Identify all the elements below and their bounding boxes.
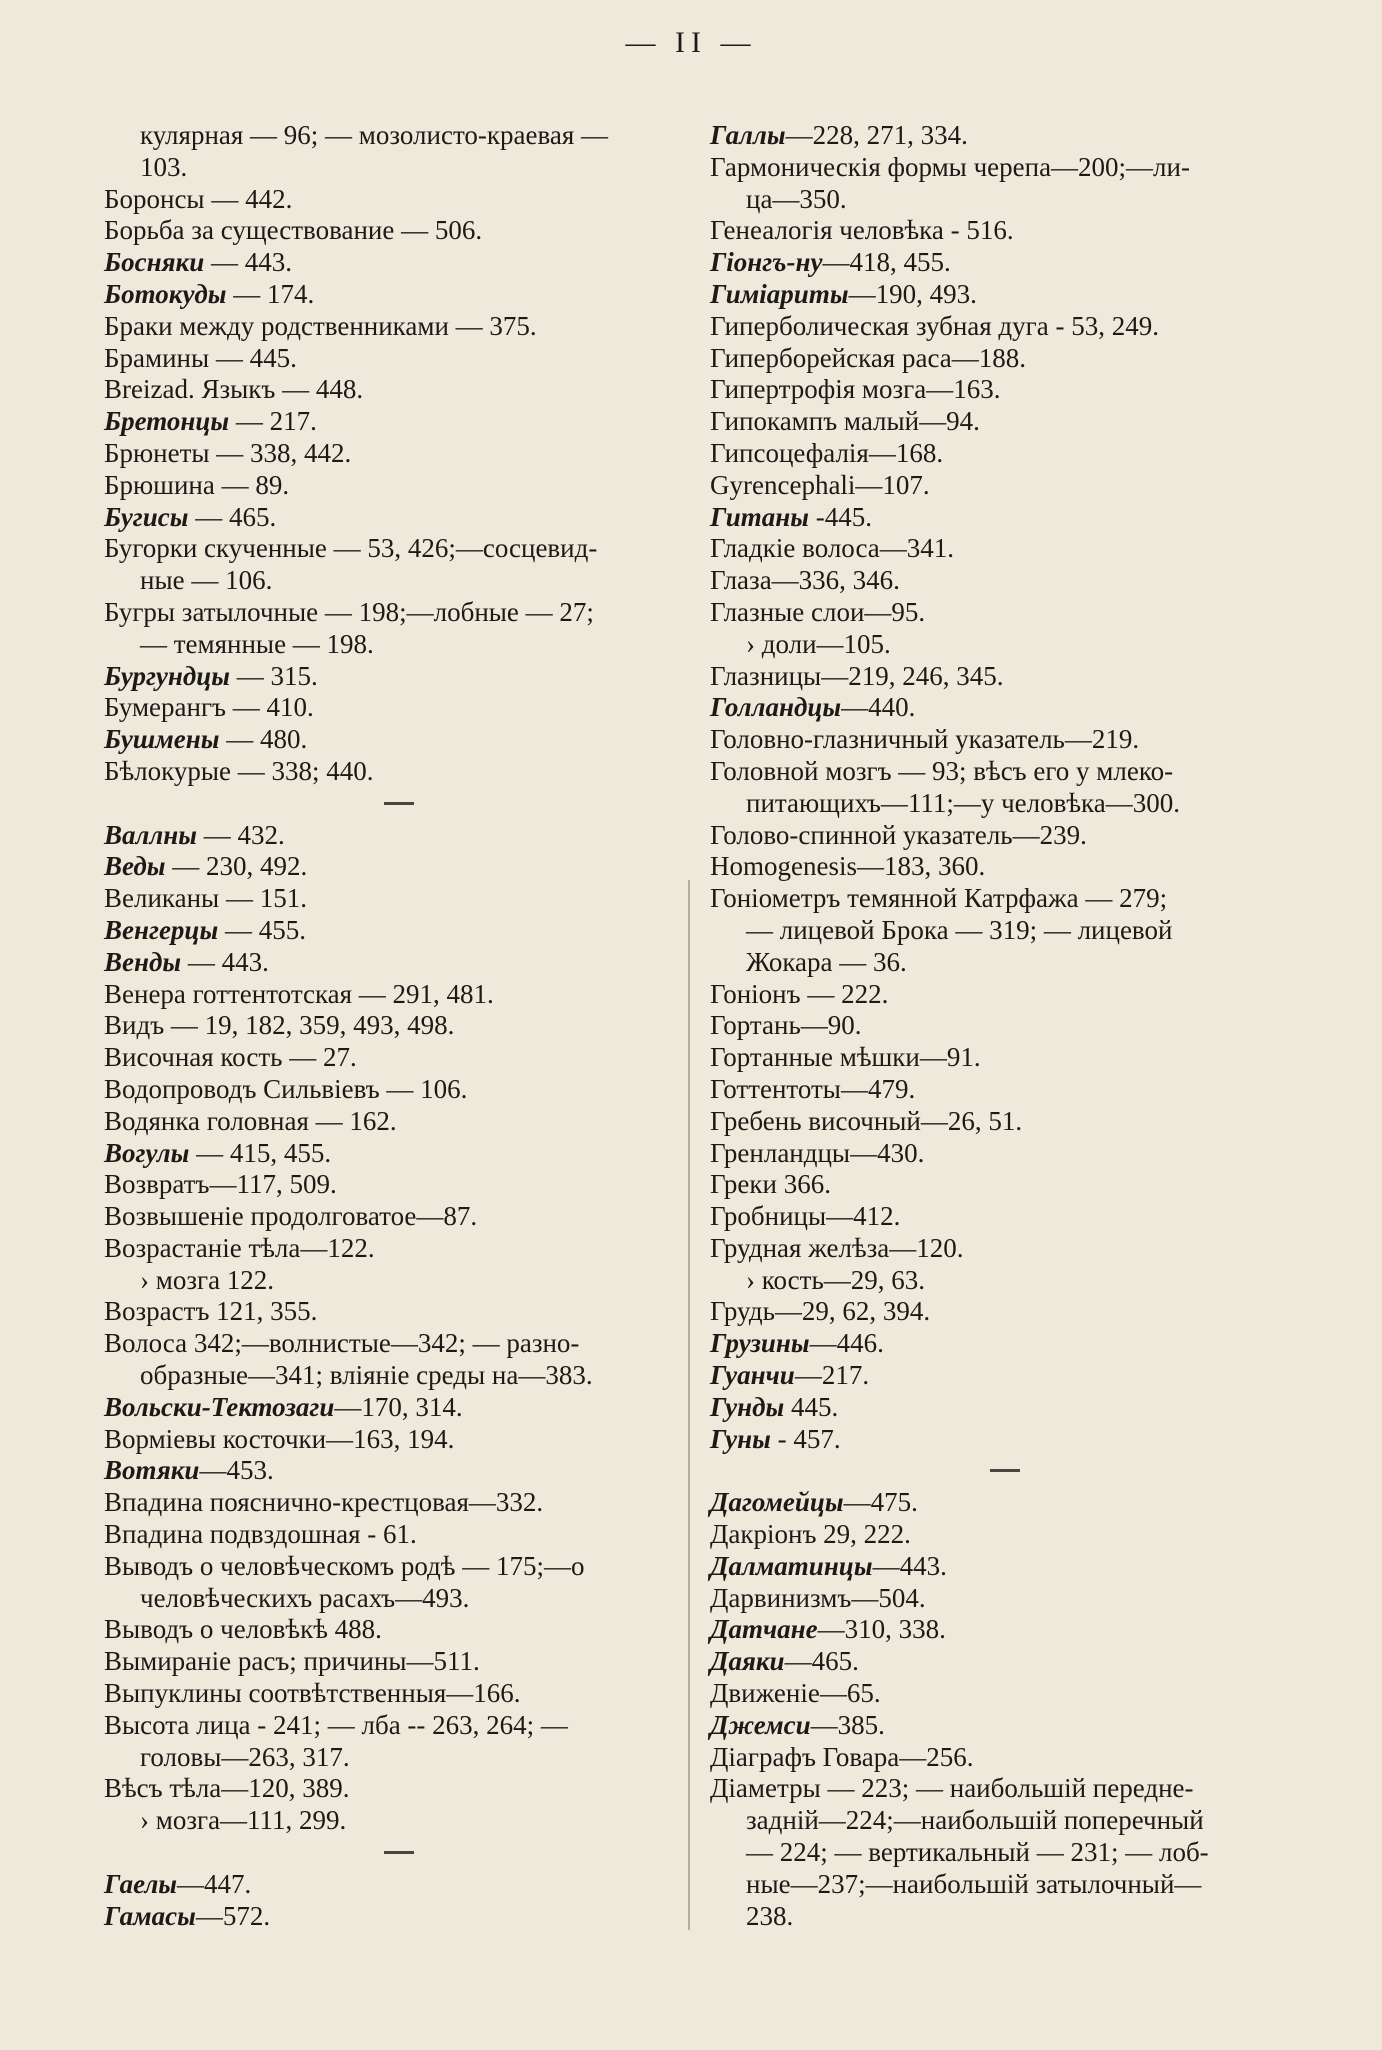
index-entry-continuation: Жокара — 36. (746, 946, 907, 977)
index-entry: Бумерангъ — 410. (104, 692, 314, 723)
index-entry: Гаелы—447. (104, 1868, 252, 1899)
column-divider (688, 880, 690, 1930)
index-entry: Возвышенiе продолговатое—87. (104, 1201, 478, 1232)
index-entry: Возрастъ 121, 355. (104, 1296, 318, 1327)
index-entry: Головной мозгъ — 93; вѣсъ его у млеко- (710, 755, 1174, 786)
index-entry: Боронсы — 442. (104, 183, 293, 214)
index-entry: Веды — 230, 492. (104, 851, 308, 882)
index-entry: Бургундцы — 315. (104, 660, 318, 691)
index-entry: Ботокуды — 174. (104, 278, 315, 309)
index-entry: Дарвинизмъ—504. (710, 1582, 926, 1613)
page-header: — II — (625, 26, 757, 59)
index-entry: Гитаны -445. (710, 501, 873, 532)
index-entry: Гипсоцефалiя—168. (710, 437, 944, 468)
index-entry: Homogenesis—183, 360. (710, 851, 986, 882)
index-entry-continuation: › мозга—111, 299. (140, 1805, 347, 1836)
index-entry: Брамины — 445. (104, 342, 297, 373)
index-entry-continuation: 103. (140, 151, 188, 182)
index-entry: Грузины—446. (710, 1328, 884, 1359)
index-entry-continuation: заднiй—224;—наибольшiй поперечный (746, 1805, 1204, 1836)
index-entry: Генеалогiя человѣка - 516. (710, 215, 1014, 246)
index-entry: Венера готтентотская — 291, 481. (104, 978, 494, 1009)
index-entry: Дiаграфъ Говара—256. (710, 1741, 974, 1772)
index-entry: Гиперборейская раса—188. (710, 342, 1027, 373)
index-entry: Гортанные мѣшки—91. (710, 1042, 981, 1073)
index-entry: Вѣсъ тѣла—120, 389. (104, 1773, 350, 1804)
left-column (104, 120, 684, 1932)
index-entry: Выводъ о человѣкѣ 488. (104, 1614, 382, 1645)
index-entry-continuation: 238. (746, 1900, 794, 1931)
index-entry: Валлны — 432. (104, 819, 285, 850)
index-entry: Гонiометръ темянной Катрфажа — 279; (710, 883, 1168, 914)
index-entry: Вымиранiе расъ; причины—511. (104, 1646, 480, 1677)
index-entry: Высота лица - 241; — лба -- 263, 264; — (104, 1709, 568, 1740)
index-entry: Вогулы — 415, 455. (104, 1137, 332, 1168)
index-entry: Возрастанiе тѣла—122. (104, 1232, 375, 1263)
index-entry: Бугры затылочные — 198;—лобные — 27; (104, 596, 594, 627)
index-entry: Гортань—90. (710, 1010, 862, 1041)
index-entry: Брюшина — 89. (104, 469, 290, 500)
index-entry: Бугисы — 465. (104, 501, 277, 532)
index-entry-continuation: образные—341; влiянiе среды на—383. (140, 1360, 593, 1391)
index-entry: Гимiариты—190, 493. (710, 278, 977, 309)
index-entry: Грудная желѣза—120. (710, 1232, 964, 1263)
index-entry: Босняки — 443. (104, 247, 292, 278)
index-entry-continuation: питающихъ—111;—у человѣка—300. (746, 787, 1180, 818)
section-separator (104, 788, 684, 820)
index-entry: Бѣлокурые — 338; 440. (104, 755, 374, 786)
index-entry: Гробницы—412. (710, 1201, 901, 1232)
index-entry: Возвратъ—117, 509. (104, 1169, 337, 1200)
index-entry: Джемси—385. (710, 1709, 885, 1740)
index-entry: Дагомейцы—475. (710, 1487, 918, 1518)
index-entry: Выпуклины соотвѣтственныя—166. (104, 1678, 521, 1709)
index-entry-continuation: › доли—105. (746, 628, 891, 659)
section-separator (104, 1837, 684, 1869)
index-entry: Gyrencephali—107. (710, 469, 930, 500)
index-entry: Головно-глазничный указатель—219. (710, 724, 1140, 755)
index-entry: Греки 366. (710, 1169, 831, 1200)
index-entry: Вотяки—453. (104, 1455, 274, 1486)
index-entry: Борьба за существование — 506. (104, 215, 483, 246)
index-entry: Видъ — 19, 182, 359, 493, 498. (104, 1010, 455, 1041)
index-entry-continuation: ца—350. (746, 183, 847, 214)
index-entry: Датчане—310, 338. (710, 1614, 946, 1645)
index-entry-continuation: › кость—29, 63. (746, 1264, 926, 1295)
index-entry: Бушмены — 480. (104, 724, 308, 755)
index-entry: Браки между родственниками — 375. (104, 310, 537, 341)
index-entry: Движенiе—65. (710, 1678, 881, 1709)
index-entry: Брюнеты — 338, 442. (104, 437, 352, 468)
section-separator (710, 1455, 1290, 1487)
index-entry-continuation: — лицевой Брока — 319; — лицевой (746, 914, 1173, 945)
index-entry: Выводъ о человѣческомъ родѣ — 175;—о (104, 1550, 585, 1581)
index-entry: Гуны - 457. (710, 1423, 841, 1454)
index-entry-continuation: ные — 106. (140, 565, 273, 596)
index-entry: Глазные слои—95. (710, 596, 926, 627)
index-entry: Гиперболическая зубная дуга - 53, 249. (710, 310, 1159, 341)
index-entry: Гамасы—572. (104, 1900, 271, 1931)
index-entry: Венды — 443. (104, 946, 269, 977)
index-entry: Волоса 342;—волнистые—342; — разно- (104, 1328, 580, 1359)
index-entry: Глазницы—219, 246, 345. (710, 660, 1004, 691)
index-entry: Гонiонъ — 222. (710, 978, 889, 1009)
index-entry-continuation: › мозга 122. (140, 1264, 275, 1295)
index-entry: Гипертрофiя мозга—163. (710, 374, 1001, 405)
index-entry: Ворміевы косточки—163, 194. (104, 1423, 455, 1454)
index-entry: Бугорки скученные — 53, 426;—сосцевид- (104, 533, 598, 564)
index-entry: Дiаметры — 223; — наибольшiй передне- (710, 1773, 1194, 1804)
index-entry: Гiонгъ-ну—418, 455. (710, 247, 951, 278)
index-entry: Височная кость — 27. (104, 1042, 357, 1073)
index-entry: Гунды 445. (710, 1391, 839, 1422)
index-entry: Грудь—29, 62, 394. (710, 1296, 931, 1327)
index-entry: Водянка головная — 162. (104, 1105, 397, 1136)
index-entry: Галлы—228, 271, 334. (710, 120, 968, 150)
index-entry: Бретонцы — 217. (104, 406, 317, 437)
index-entry-continuation: человѣческихъ расахъ—493. (140, 1582, 470, 1613)
index-entry: Гармоническiя формы черепа—200;—ли- (710, 151, 1190, 182)
index-entry: Даяки—465. (710, 1646, 859, 1677)
index-entry: Глаза—336, 346. (710, 565, 900, 596)
index-entry-continuation: кулярная — 96; — мозолисто-краевая — (140, 120, 609, 150)
index-entry: Гренландцы—430. (710, 1137, 925, 1168)
index-entry: Далматинцы—443. (710, 1550, 947, 1581)
index-entry: Гуанчи—217. (710, 1360, 870, 1391)
index-entry-continuation: — темянные — 198. (140, 628, 374, 659)
index-entry-continuation: — 224; — вертикальный — 231; — лоб- (746, 1837, 1209, 1868)
index-entry: Великаны — 151. (104, 883, 307, 914)
index-entry: Готтентоты—479. (710, 1073, 916, 1104)
index-entry-continuation: ные—237;—наибольшiй затылочный— (746, 1868, 1202, 1899)
index-entry: Впадина подвздошная - 61. (104, 1519, 417, 1550)
index-entry: Гребень височный—26, 51. (710, 1105, 1023, 1136)
index-entry-continuation: головы—263, 317. (140, 1741, 350, 1772)
index-entry: Впадина пояснично-крестцовая—332. (104, 1487, 544, 1518)
index-entry: Голово-спинной указатель—239. (710, 819, 1087, 850)
index-entry: Гипокампъ малый—94. (710, 406, 980, 437)
index-entry: Голландцы—440. (710, 692, 916, 723)
index-entry: Венгерцы — 455. (104, 914, 306, 945)
index-entry: Дакрiонъ 29, 222. (710, 1519, 911, 1550)
index-entry: Вольски-Тектозаги—170, 314. (104, 1391, 463, 1422)
index-entry: Водопроводъ Сильвiевъ — 106. (104, 1073, 468, 1104)
index-entry: Breizad. Языкъ — 448. (104, 374, 364, 405)
index-entry: Гладкiе волоса—341. (710, 533, 955, 564)
right-column (710, 120, 1290, 1932)
